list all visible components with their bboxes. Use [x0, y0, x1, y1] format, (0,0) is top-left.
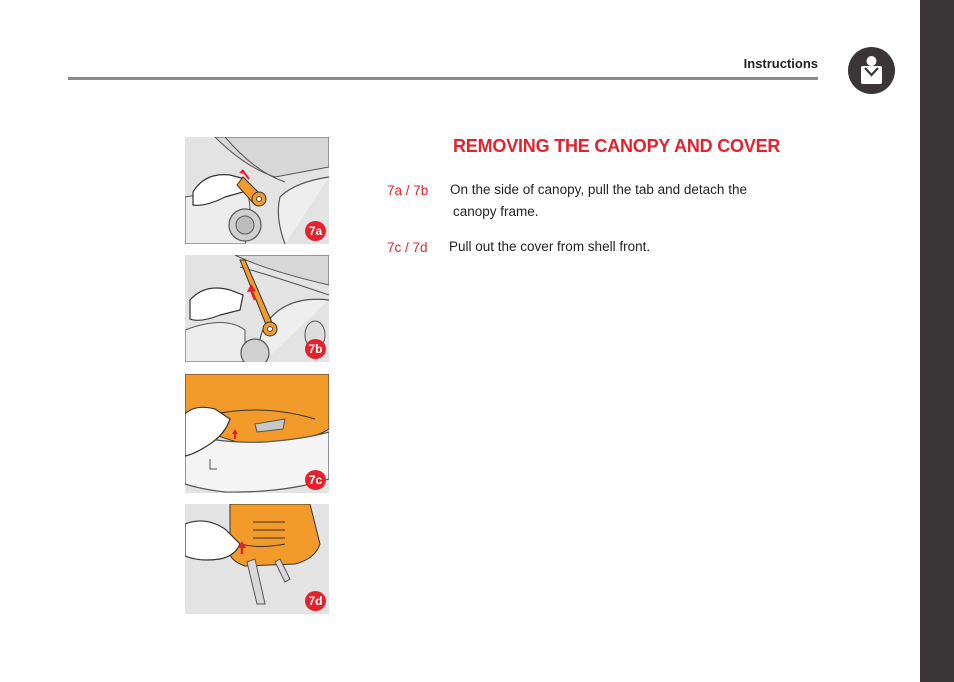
step-text-line: canopy frame. — [453, 204, 539, 219]
step-text — [450, 179, 747, 223]
step-text: Pull out the cover from shell front. — [449, 239, 651, 254]
figure-7c — [185, 374, 329, 493]
side-bar — [920, 0, 954, 682]
step-ref: 7c / 7d — [387, 240, 428, 255]
header-rule — [68, 77, 818, 80]
step-ref: 7a / 7b — [387, 183, 429, 198]
figure-7b — [185, 255, 329, 362]
figure-tag: 7c — [305, 470, 326, 490]
child-seat-icon — [848, 47, 895, 94]
header-label: Instructions — [743, 56, 818, 71]
figure-tag: 7b — [305, 339, 326, 359]
figure-7a — [185, 137, 329, 244]
figure-7d — [185, 504, 329, 614]
step-text-line: On the side of canopy, pull the tab and detach the — [450, 182, 747, 197]
figure-tag: 7d — [305, 591, 326, 611]
figure-tag: 7a — [305, 221, 326, 241]
section-title: REMOVING THE CANOPY AND COVER — [453, 136, 781, 156]
